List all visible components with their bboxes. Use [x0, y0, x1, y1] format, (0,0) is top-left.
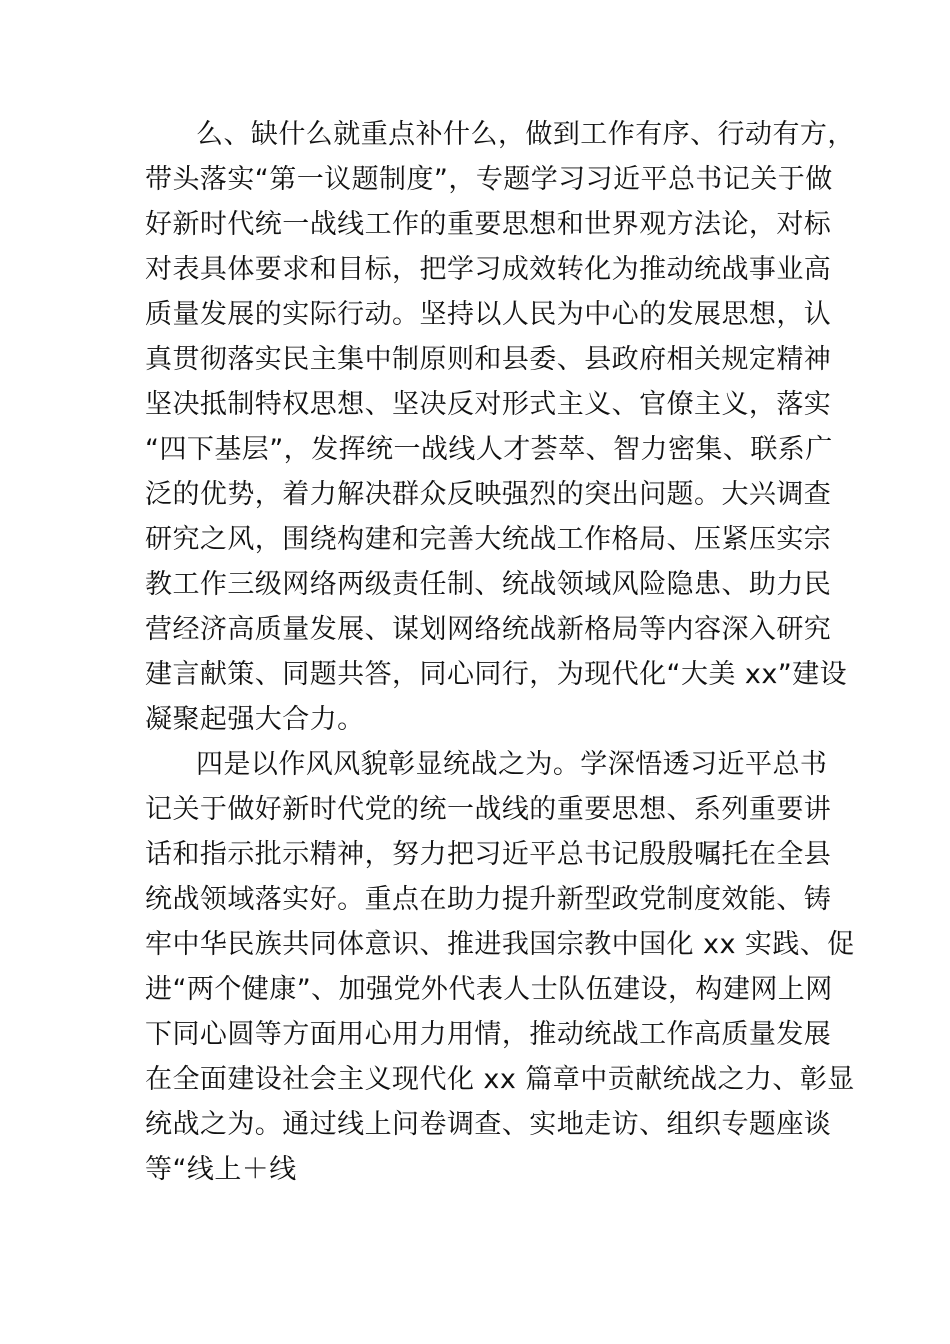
text-line: 坚决抵制特权思想、坚决反对形式主义、官僚主义，落实	[145, 389, 832, 420]
text-line: 下同心圆等方面用心用力用情，推动统战工作高质量发展	[145, 1019, 832, 1050]
text-line: 统战领域落实好。重点在助力提升新型政党制度效能、铸	[145, 884, 832, 915]
text-line: 建言献策、同题共答，同心同行，为现代化“大美 xx”建设	[145, 659, 848, 690]
text-line: 统战之为。通过线上问卷调查、实地走访、组织专题座谈	[145, 1109, 832, 1140]
text-line: 凝聚起强大合力。	[145, 704, 365, 735]
text-line: 好新时代统一战线工作的重要思想和世界观方法论，对标	[145, 209, 832, 240]
text-line: 研究之风，围绕构建和完善大统战工作格局、压紧压实宗	[145, 524, 832, 555]
text-line: 话和指示批示精神，努力把习近平总书记殷殷嘱托在全县	[145, 839, 832, 870]
text-line: 对表具体要求和目标，把学习成效转化为推动统战事业高	[145, 254, 832, 285]
text-line: 营经济高质量发展、谋划网络统战新格局等内容深入研究	[145, 614, 832, 645]
text-line: “四下基层”，发挥统一战线人才荟萃、智力密集、联系广	[145, 434, 833, 465]
text-line: 记关于做好新时代党的统一战线的重要思想、系列重要讲	[145, 794, 832, 825]
text-line: 泛的优势，着力解决群众反映强烈的突出问题。大兴调查	[145, 479, 832, 510]
text-line: 进“两个健康”、加强党外代表人士队伍建设，构建网上网	[145, 974, 833, 1005]
text-line: 真贯彻落实民主集中制原则和县委、县政府相关规定精神	[145, 344, 832, 375]
text-line: 牢中华民族共同体意识、推进我国宗教中国化 xx 实践、促	[145, 929, 855, 960]
text-line: 带头落实“第一议题制度”，专题学习习近平总书记关于做	[145, 164, 833, 195]
paragraph-heading-line: 四是以作风风貌彰显统战之为。学深悟透习近平总书	[196, 749, 828, 780]
text-line: 在全面建设社会主义现代化 xx 篇章中贡献统战之力、彰显	[145, 1064, 855, 1095]
text-line: 么、缺什么就重点补什么，做到工作有序、行动有方，	[196, 119, 855, 150]
text-line: 教工作三级网络两级责任制、统战领域风险隐患、助力民	[145, 569, 832, 600]
text-line: 等“线上＋线	[145, 1154, 297, 1185]
text-line: 质量发展的实际行动。坚持以人民为中心的发展思想，认	[145, 299, 832, 330]
